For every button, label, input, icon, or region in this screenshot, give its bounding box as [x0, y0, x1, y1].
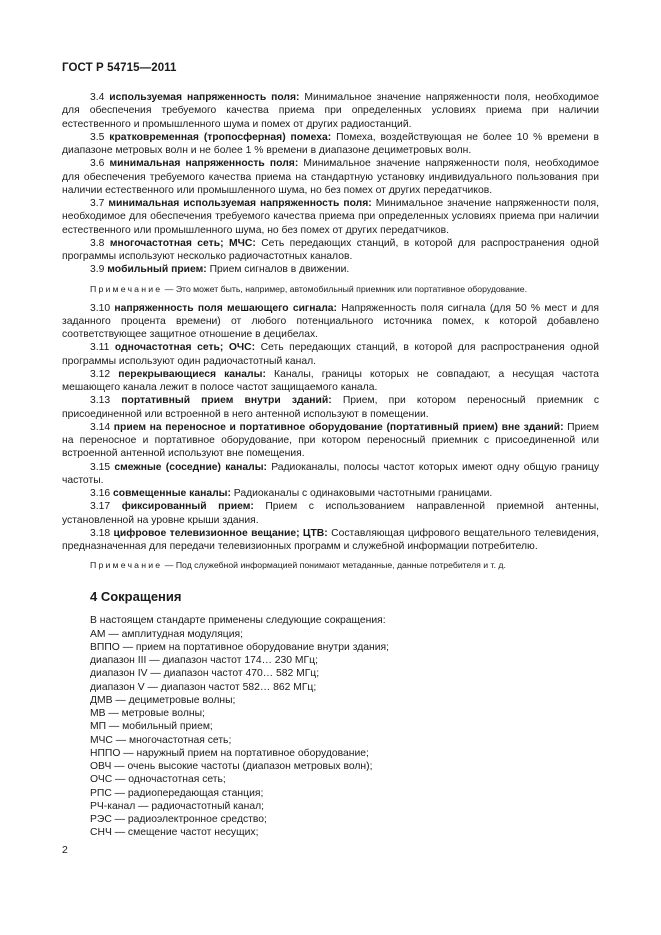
abbreviations-list — [62, 628, 599, 840]
definition-number: 3.4 — [90, 92, 105, 103]
definition-text: Радиоканалы, полосы частот которых имеют одну общую границу частоты. — [62, 461, 600, 486]
definition-term: цифровое телевизионное вещание; ЦТВ: — [113, 527, 328, 539]
definition-item — [62, 131, 599, 158]
document-header: ГОСТ Р 54715—2011 — [62, 62, 177, 74]
definition-term: фиксированный прием: — [121, 501, 254, 513]
note-dash: — — [162, 283, 176, 294]
abbreviation-item: ДМВ — дециметровые волны; — [90, 694, 236, 706]
abbreviation-item: диапазон V — диапазон частот 582… 862 МГц; — [90, 681, 317, 693]
definition-number: 3.5 — [90, 131, 105, 143]
abbreviation-item: ВППО — прием на портативное оборудование внутри здания; — [90, 641, 389, 653]
definition-text: Помеха, воздействующая не более 10 % времени в диапазоне метровых волн и не более 1 % времени в диапазоне дециметровых волн. — [62, 131, 599, 156]
definition-item — [62, 157, 599, 197]
page-content — [62, 91, 599, 840]
definition-number: 3.9 — [90, 264, 105, 276]
abbreviation-item: АМ — амплитудная модуляция; — [90, 628, 243, 640]
abbreviation-item: СНЧ — смещение частот несущих; — [90, 827, 259, 839]
definition-number: 3.14 — [90, 421, 111, 433]
definition-term: используемая напряженность поля: — [109, 92, 300, 103]
definition-text: Напряженность поля сигнала (для 50 % мест и для заданного процента времени) от любого потенциального источника помех, к которой добавлено соответствующее защитное отношение в децибелах. — [62, 302, 600, 340]
definition-text: Прием на переносное и портативное оборудование, при котором переносный приемник с присоединенной или встроенной антенной используют вне помещения. — [62, 421, 599, 460]
section-title: 4 Сокращения — [90, 589, 182, 605]
note-text: Это может быть, например, автомобильный приемник или портативное оборудование. — [175, 283, 528, 294]
abbreviation-item: РПС — радиопередающая станция; — [90, 787, 264, 799]
abbreviation-item: НППО — наружный прием на портативное оборудование; — [90, 747, 369, 759]
definition-number: 3.13 — [90, 395, 111, 407]
definition-item — [62, 487, 599, 500]
definition-term: одночастотная сеть; ОЧС: — [114, 342, 256, 354]
definition-item — [62, 197, 599, 237]
definition-term: кратковременная (тропосферная) помеха: — [109, 131, 332, 143]
definitions-group-a — [62, 91, 599, 277]
note-2 — [62, 559, 599, 571]
definition-text: Сеть передающих станций, в которой для распространения одной программы используют несколько радиочастотных каналов. — [62, 237, 599, 262]
abbreviation-item: ОВЧ — очень высокие частоты (диапазон метровых волн); — [90, 761, 373, 772]
definition-term: портативный прием внутри зданий: — [121, 395, 332, 407]
definition-item — [62, 263, 599, 276]
abbreviation-item: ОЧС — одночастотная сеть; — [90, 774, 226, 786]
definition-text: Каналы, границы которых не совпадают, а несущая частота мешающего канала лежит в полосе частот защищаемого канала. — [62, 368, 599, 393]
definition-item — [62, 421, 599, 461]
definition-text: Прием с использованием направленной приемной антенны, установленной на уровне крыши здания. — [62, 501, 599, 526]
abbreviation-item: диапазон IV — диапазон частот 470… 582 МГц; — [90, 668, 320, 680]
definition-number: 3.7 — [90, 198, 105, 209]
definition-term: минимальная используемая напряженность поля: — [108, 198, 372, 209]
definition-term: прием на переносное и портативное оборудование (портативный прием) вне зданий: — [113, 421, 564, 433]
page-number: 2 — [62, 844, 68, 856]
note-dash: — — [162, 560, 176, 571]
definition-number: 3.15 — [90, 461, 111, 473]
definition-term: минимальная напряженность поля: — [109, 158, 299, 170]
definition-text: Радиоканалы с одинаковыми частотными границами. — [230, 488, 493, 499]
definition-term: смежные (соседние) каналы: — [114, 461, 267, 473]
note-label: Примечание — [90, 283, 163, 294]
definition-item — [62, 302, 599, 342]
definition-text: Минимальное значение напряженности поля, необходимое для обеспечения требуемого качества приема при определенных условиях приема при наличии естественного и промышленного шума и помех от других радиостанций. — [62, 92, 599, 130]
note-label: Примечание — [90, 560, 163, 571]
definition-text: Сеть передающих станций, в которой для распространения одной программы используют один радиочастотный канал. — [62, 342, 600, 367]
definition-number: 3.18 — [90, 527, 111, 539]
definition-text: Прием, при котором переносный приемник с присоединенной или встроенной в него антенной используют в помещении. — [62, 395, 600, 420]
definition-item — [62, 368, 599, 395]
abbreviation-item: МП — мобильный прием; — [90, 721, 213, 733]
definition-text: Минимальное значение напряженности поля, необходимое для обеспечения требуемого качества приема при определенных условиях приема при наличии естественного или промышленного шума, но без помех от других передатчиков. — [62, 198, 599, 236]
definitions-group-b — [62, 302, 599, 554]
note-1 — [62, 283, 599, 295]
definition-term: мобильный прием: — [107, 264, 207, 276]
definition-item — [62, 500, 599, 527]
abbreviation-item: РЧ-канал — радиочастотный канал; — [90, 800, 265, 812]
definition-term: перекрывающиеся каналы: — [118, 368, 266, 380]
abbreviation-item: МВ — метровые волны; — [90, 708, 205, 719]
definition-term: многочастотная сеть; МЧС: — [109, 237, 256, 249]
definition-term: напряженность поля мешающего сигнала: — [114, 302, 338, 314]
definition-number: 3.16 — [90, 488, 111, 499]
definition-text: Минимальное значение напряженности поля, необходимое для обеспечения требуемого качества приема на стандартную установку индивидуального пользования при наличии естественного или промышленного шума, но без помех от других передатчиков. — [62, 158, 599, 196]
definition-text: Прием сигналов в движении. — [206, 264, 350, 276]
definition-item — [62, 527, 599, 554]
definition-item — [62, 341, 599, 368]
definition-number: 3.11 — [90, 342, 110, 354]
definition-term: совмещенные каналы: — [113, 488, 231, 499]
definition-number: 3.12 — [90, 368, 111, 380]
definition-item — [62, 394, 599, 421]
definition-number: 3.8 — [90, 237, 105, 249]
definition-number: 3.6 — [90, 158, 105, 170]
note-text: Под служебной информацией понимают метаданные, данные потребителя и т. д. — [175, 560, 506, 571]
abbreviation-item: РЭС — радиоэлектронное средство; — [90, 814, 267, 825]
definition-item — [62, 91, 599, 131]
definition-text: Составляющая цифрового вещательного телевидения, предназначенная для передачи телевизионных программ и служебной информации потребителю. — [62, 527, 599, 552]
definition-item — [62, 461, 599, 488]
definition-number: 3.10 — [90, 302, 111, 314]
abbreviation-item: диапазон III — диапазон частот 174… 230 МГц; — [90, 655, 318, 666]
definition-item — [62, 237, 599, 264]
definition-number: 3.17 — [90, 501, 111, 513]
abbreviation-item: МЧС — многочастотная сеть; — [90, 734, 232, 746]
section-intro: В настоящем стандарте применены следующие сокращения: — [90, 615, 386, 627]
